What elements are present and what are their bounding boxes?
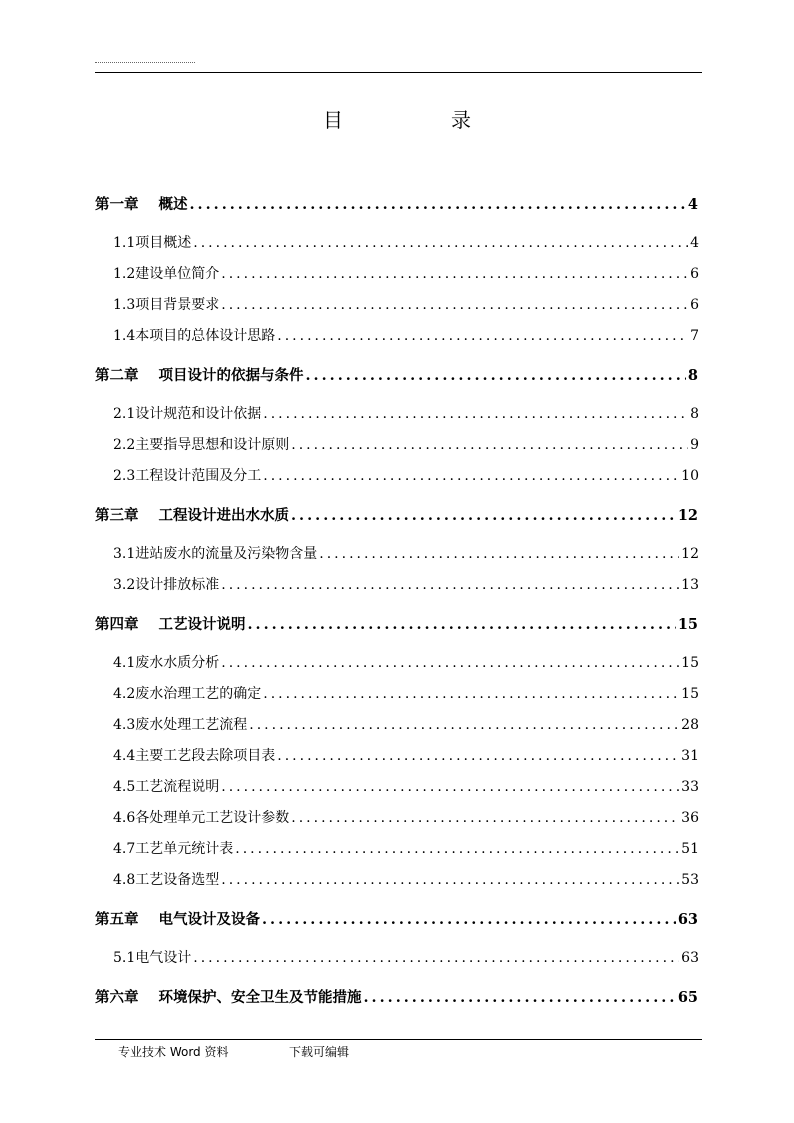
toc-entry-label: 1.4本项目的总体设计思路	[113, 328, 276, 344]
toc-entry-label	[95, 193, 188, 214]
toc-dot-leader	[319, 546, 679, 562]
toc-section-entry[interactable]	[113, 652, 699, 672]
toc-entry-label: 3.2设计排放标准	[113, 577, 220, 593]
footer-rule	[95, 1039, 702, 1040]
toc-dot-leader	[291, 507, 676, 524]
toc-chapter-number: 第四章	[95, 616, 139, 633]
toc-entry-label: 4.8工艺设备选型	[113, 872, 220, 888]
toc-page-number: 8	[687, 367, 698, 384]
toc-entry-label: 4.2废水治理工艺的确定	[113, 686, 262, 702]
toc-page-number: 63	[681, 950, 699, 966]
toc-entry-label: 2.2主要指导思想和设计原则	[113, 437, 290, 453]
toc-dot-leader	[221, 779, 679, 795]
footer-left-text: 专业技术 Word 资料	[118, 1045, 229, 1059]
toc-entry-label	[95, 504, 289, 525]
toc-section-entry[interactable]	[113, 807, 699, 827]
toc-chapter-entry[interactable]	[95, 193, 698, 214]
toc-dot-leader	[263, 686, 679, 702]
toc-title: 目 录	[323, 108, 515, 132]
footer-right-text: 下载可编辑	[289, 1045, 350, 1059]
toc-section-entry[interactable]	[113, 325, 699, 345]
toc-dot-leader	[193, 235, 688, 251]
toc-entry-label	[95, 986, 362, 1007]
toc-entry-label: 1.3项目背景要求	[113, 297, 220, 313]
toc-chapter-entry[interactable]	[95, 504, 698, 525]
toc-dot-leader	[193, 950, 679, 966]
toc-dot-leader	[249, 717, 679, 733]
toc-chapter-title: 工艺设计说明	[158, 616, 246, 633]
toc-dot-leader	[235, 841, 679, 857]
toc-page-number: 28	[681, 717, 699, 733]
toc-entry-label: 1.2建设单位简介	[113, 266, 220, 282]
toc-section-entry[interactable]	[113, 232, 699, 252]
toc-section-entry[interactable]	[113, 263, 699, 283]
toc-entry-label: 4.5工艺流程说明	[113, 779, 220, 795]
toc-page-number: 4	[690, 235, 699, 251]
toc-page-number: 6	[690, 297, 699, 313]
toc-dot-leader	[221, 872, 679, 888]
toc-page-number: 65	[677, 989, 698, 1006]
toc-page-number: 33	[681, 779, 699, 795]
toc-page-number: 51	[681, 841, 699, 857]
toc-section-entry[interactable]	[113, 294, 699, 314]
toc-page-number: 8	[690, 406, 699, 422]
toc-dot-leader	[248, 616, 676, 633]
toc-page-number: 10	[681, 468, 699, 484]
toc-page-number: 36	[681, 810, 699, 826]
toc-dot-leader	[221, 577, 679, 593]
toc-section-entry[interactable]	[113, 838, 699, 858]
toc-entry-label	[95, 364, 304, 385]
toc-entry-label: 4.3废水处理工艺流程	[113, 717, 248, 733]
toc-dot-leader	[306, 367, 686, 384]
toc-section-entry[interactable]	[113, 745, 699, 765]
toc-page-number: 6	[690, 266, 699, 282]
toc-page-number: 4	[687, 196, 698, 213]
toc-chapter-number: 第五章	[95, 911, 139, 928]
toc-chapter-title: 环境保护、安全卫生及节能措施	[158, 989, 362, 1006]
toc-dot-leader	[221, 655, 679, 671]
toc-chapter-entry[interactable]	[95, 986, 698, 1007]
toc-dot-leader	[364, 989, 676, 1006]
toc-entry-label	[95, 908, 260, 929]
toc-entry-label: 4.4主要工艺段去除项目表	[113, 748, 276, 764]
toc-section-entry[interactable]	[113, 714, 699, 734]
toc-page-number: 53	[681, 872, 699, 888]
toc-section-entry[interactable]	[113, 683, 699, 703]
toc-chapter-entry[interactable]	[95, 364, 698, 385]
toc-chapter-number: 第一章	[95, 196, 139, 213]
toc-entry-label: 3.1进站废水的流量及污染物含量	[113, 546, 318, 562]
toc-chapter-number: 第六章	[95, 989, 139, 1006]
toc-page-number: 15	[681, 686, 699, 702]
toc-chapter-title: 电气设计及设备	[158, 911, 260, 928]
toc-dot-leader	[263, 468, 679, 484]
toc-page-number: 15	[677, 616, 698, 633]
toc-page-number: 31	[681, 748, 699, 764]
toc-entry-label: 4.7工艺单元统计表	[113, 841, 234, 857]
toc-page-number: 12	[681, 546, 699, 562]
toc-entry-label: 5.1电气设计	[113, 950, 192, 966]
toc-chapter-title: 工程设计进出水水质	[158, 507, 289, 524]
toc-section-entry[interactable]	[113, 574, 699, 594]
toc-entry-label	[95, 613, 246, 634]
toc-chapter-number: 第三章	[95, 507, 139, 524]
toc-section-entry[interactable]	[113, 403, 699, 423]
toc-dot-leader	[291, 437, 688, 453]
toc-dot-leader	[277, 328, 688, 344]
toc-section-entry[interactable]	[113, 869, 699, 889]
toc-dot-leader	[291, 810, 679, 826]
toc-chapter-title: 概述	[158, 196, 188, 213]
toc-entry-label: 4.6各处理单元工艺设计参数	[113, 810, 290, 826]
toc-page-number: 63	[677, 911, 698, 928]
toc-page-number: 12	[677, 507, 698, 524]
toc-page-number: 13	[681, 577, 699, 593]
toc-entry-label: 2.1设计规范和设计依据	[113, 406, 262, 422]
toc-section-entry[interactable]	[113, 776, 699, 796]
toc-dot-leader	[221, 297, 688, 313]
toc-chapter-title: 项目设计的依据与条件	[158, 367, 304, 384]
toc-chapter-entry[interactable]	[95, 613, 698, 634]
toc-section-entry[interactable]	[113, 465, 699, 485]
toc-page-number: 7	[690, 328, 699, 344]
toc-section-entry[interactable]	[113, 543, 699, 563]
toc-entry-label: 4.1废水水质分析	[113, 655, 220, 671]
toc-page-number: 9	[690, 437, 699, 453]
toc-page-number: 15	[681, 655, 699, 671]
toc-dot-leader	[221, 266, 688, 282]
toc-entry-label: 1.1项目概述	[113, 235, 192, 251]
toc-dot-leader	[262, 911, 676, 928]
toc-dot-leader	[277, 748, 679, 764]
toc-section-entry[interactable]	[113, 434, 699, 454]
toc-entry-label: 2.3工程设计范围及分工	[113, 468, 262, 484]
toc-chapter-number: 第二章	[95, 367, 139, 384]
toc-dot-leader	[190, 196, 686, 213]
toc-section-entry[interactable]	[113, 947, 699, 967]
toc-dot-leader	[263, 406, 688, 422]
toc-chapter-entry[interactable]	[95, 908, 698, 929]
